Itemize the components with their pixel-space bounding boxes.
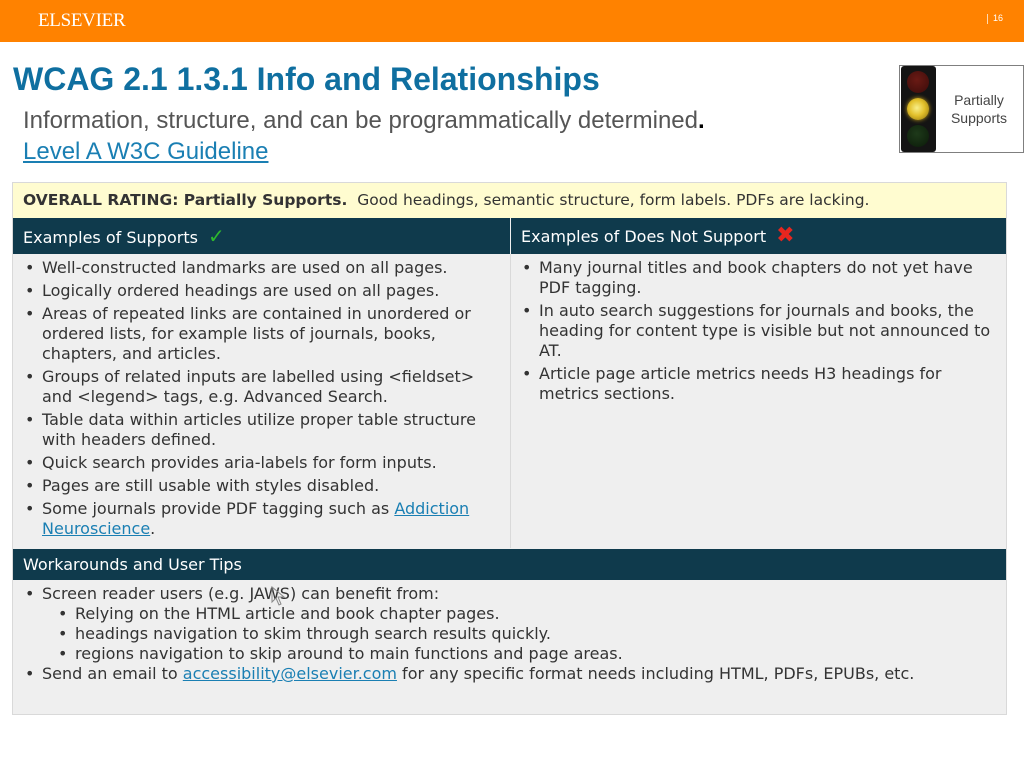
page-number-divider <box>987 14 988 24</box>
workarounds-header: Workarounds and User Tips <box>13 549 1006 580</box>
checkmark-icon: ✓ <box>207 224 225 248</box>
list-item: • Relying on the HTML article and book chapter pages. <box>56 604 993 624</box>
red-lamp <box>907 71 929 93</box>
column-divider <box>510 254 511 548</box>
list-item <box>23 499 503 539</box>
supports-column <box>23 258 503 542</box>
list-item: • In auto search suggestions for journals and books, the heading for content type is visible but not announced to AT. <box>520 301 1000 361</box>
slide-subtitle <box>23 107 705 135</box>
supports-header-label: Examples of Supports <box>23 228 198 247</box>
overall-rating-text: Good headings, semantic structure, form labels. PDFs are lacking. <box>357 191 870 209</box>
list-item: • Logically ordered headings are used on all pages. <box>23 281 503 301</box>
workarounds-sub-list <box>23 604 993 664</box>
list-item-suffix: for any specific format needs including HTML, PDFs, EPUBs, etc. <box>396 664 915 683</box>
workarounds-section <box>23 584 993 684</box>
list-item-text: Some journals provide PDF tagging such as <box>42 499 395 518</box>
overall-rating-row <box>13 183 1006 218</box>
list-item: • Areas of repeated links are contained in unordered or ordered lists, for example lists of journals, books, chapters, and articles. <box>23 304 503 364</box>
list-item: • Many journal titles and book chapters do not yet have PDF tagging. <box>520 258 1000 298</box>
page-number: 16 <box>992 13 1003 23</box>
list-item: • Pages are still usable with styles disabled. <box>23 476 503 496</box>
list-item: • Groups of related inputs are labelled using <fieldset> and <legend> tags, e.g. Advanced Search. <box>23 367 503 407</box>
rating-table <box>12 182 1007 715</box>
supports-header <box>13 218 510 254</box>
yellow-lamp <box>907 98 929 120</box>
list-item-text: Send an email to <box>42 664 183 683</box>
overall-rating-label: OVERALL RATING: Partially Supports. <box>23 191 348 209</box>
workarounds-list <box>23 584 993 604</box>
list-item: • Article page article metrics needs H3 headings for metrics sections. <box>520 364 1000 404</box>
supports-list <box>23 258 503 539</box>
elsevier-logo: ELSEVIER <box>38 10 126 31</box>
workarounds-list-2 <box>23 664 993 684</box>
status-label: Partially Supports <box>950 92 1008 126</box>
not-supports-header <box>511 218 1006 254</box>
mouse-cursor-icon <box>268 585 292 609</box>
slide-title: WCAG 2.1 1.3.1 Info and Relationships <box>13 61 600 97</box>
list-item: • Well-constructed landmarks are used on all pages. <box>23 258 503 278</box>
accessibility-email-link[interactable]: accessibility@elsevier.com <box>182 664 397 683</box>
not-supports-list <box>520 258 1000 404</box>
list-item: • Screen reader users (e.g. JAWS) can benefit from: <box>23 584 993 604</box>
top-banner <box>0 0 1024 42</box>
addiction-neuroscience-link[interactable]: Addiction Neuroscience <box>42 499 470 538</box>
traffic-light-yellow-icon <box>901 66 936 152</box>
list-item: • regions navigation to skip around to main functions and page areas. <box>56 644 993 664</box>
cross-icon: ✖ <box>776 223 795 248</box>
not-supports-column <box>520 258 1000 407</box>
list-item <box>23 664 993 684</box>
list-item: • Quick search provides aria-labels for form inputs. <box>23 453 503 473</box>
green-lamp <box>907 125 929 147</box>
list-item: • headings navigation to skim through search results quickly. <box>56 624 993 644</box>
subtitle-period: . <box>698 107 705 134</box>
not-supports-header-label: Examples of Does Not Support <box>521 227 767 246</box>
list-item: • Table data within articles utilize proper table structure with headers defined. <box>23 410 503 450</box>
subtitle-text: Information, structure, and can be programmatically determined <box>23 107 698 134</box>
list-item-suffix: . <box>150 519 156 538</box>
guideline-link[interactable]: Level A W3C Guideline <box>23 138 269 165</box>
